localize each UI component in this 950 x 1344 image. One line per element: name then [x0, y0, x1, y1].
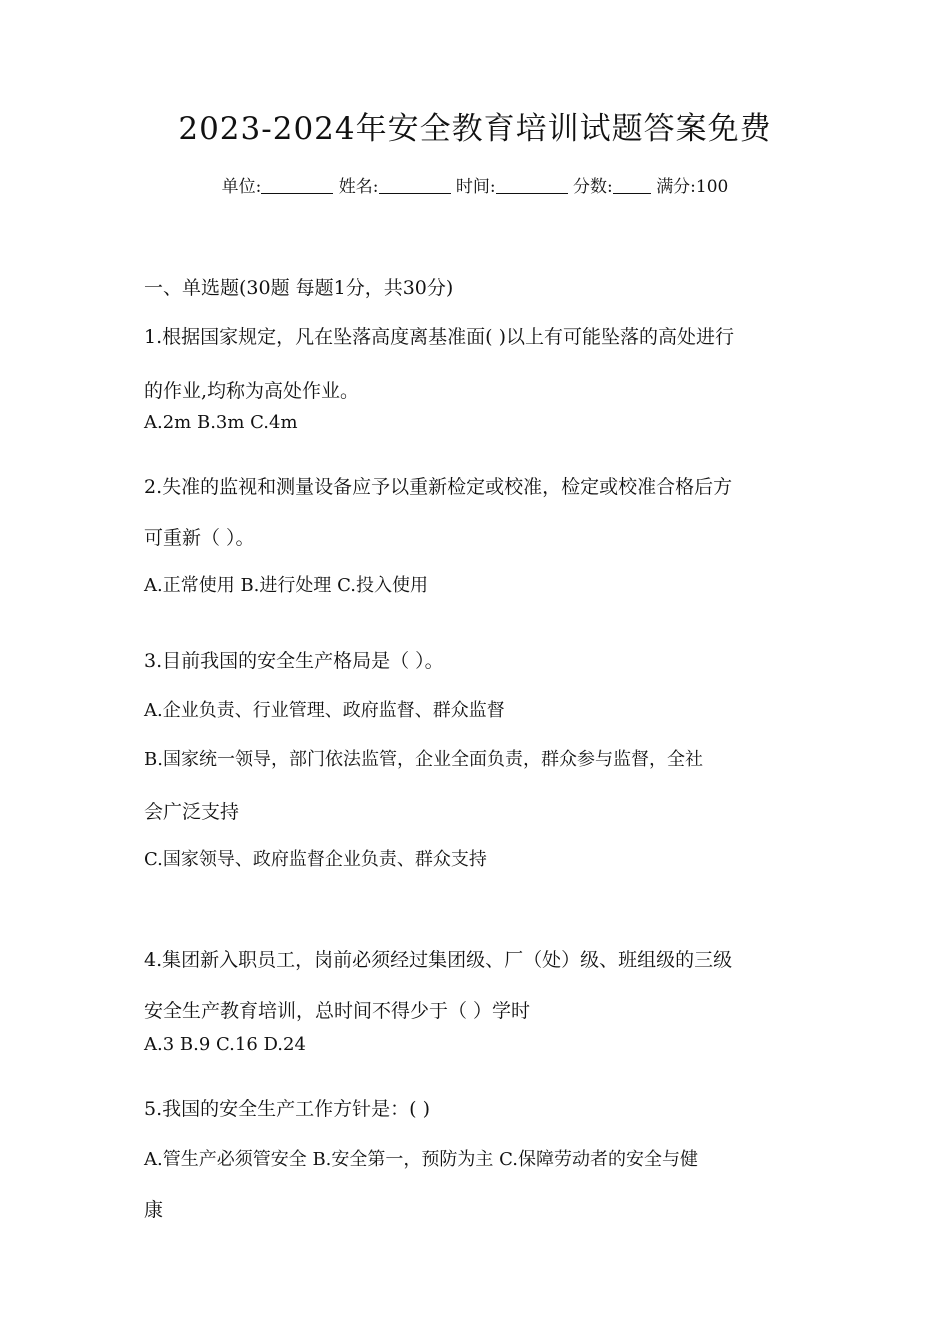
question-3-option-a: A.企业负责、行业管理、政府监督、群众监督 [144, 700, 505, 721]
question-5-line-1: 5.我国的安全生产工作方针是：( ) [144, 1098, 430, 1120]
name-label: 姓名: [338, 177, 379, 197]
question-1-line-2: 的作业,均称为高处作业。 [144, 380, 360, 402]
question-1-options: A.2m B.3m C.4m [144, 412, 298, 433]
name-blank [379, 177, 451, 194]
question-2-line-2: 可重新（ ）。 [144, 527, 255, 549]
question-5-options-cont: 康 [144, 1199, 164, 1221]
question-3-option-b-cont: 会广泛支持 [144, 801, 240, 823]
question-5-options: A.管生产必须管安全 B.安全第一，预防为主 C.保障劳动者的安全与健 [144, 1149, 698, 1170]
question-3-option-c: C.国家领导、政府监督企业负责、群众支持 [144, 849, 487, 870]
question-3-option-b: B.国家统一领导，部门依法监管，企业全面负责，群众参与监督，全社 [144, 749, 703, 770]
question-3-line-1: 3.目前我国的安全生产格局是（ ）。 [144, 650, 444, 672]
score-label: 分数: [573, 177, 613, 197]
exam-header [0, 172, 950, 197]
question-2-line-1: 2.失准的监视和测量设备应予以重新检定或校准，检定或校准合格后方 [144, 476, 733, 498]
time-blank [496, 177, 568, 194]
question-1-line-1: 1.根据国家规定，凡在坠落高度离基准面( )以上有可能坠落的高处进行 [144, 326, 734, 348]
time-label: 时间: [455, 177, 496, 197]
question-4-options: A.3 B.9 C.16 D.24 [144, 1034, 306, 1055]
full-score: 满分:100 [656, 177, 729, 197]
score-blank [613, 177, 651, 194]
question-4-line-1: 4.集团新入职员工，岗前必须经过集团级、厂（处）级、班组级的三级 [144, 949, 733, 971]
unit-label: 单位: [221, 177, 262, 197]
unit-blank [261, 177, 333, 194]
page-title: 2023-2024年安全教育培训试题答案免费 [178, 111, 772, 147]
section-heading: 一、单选题(30题 每题1分，共30分) [144, 277, 454, 299]
question-4-line-2: 安全生产教育培训，总时间不得少于（ ）学时 [144, 1000, 531, 1022]
question-2-options: A.正常使用 B.进行处理 C.投入使用 [144, 575, 428, 596]
